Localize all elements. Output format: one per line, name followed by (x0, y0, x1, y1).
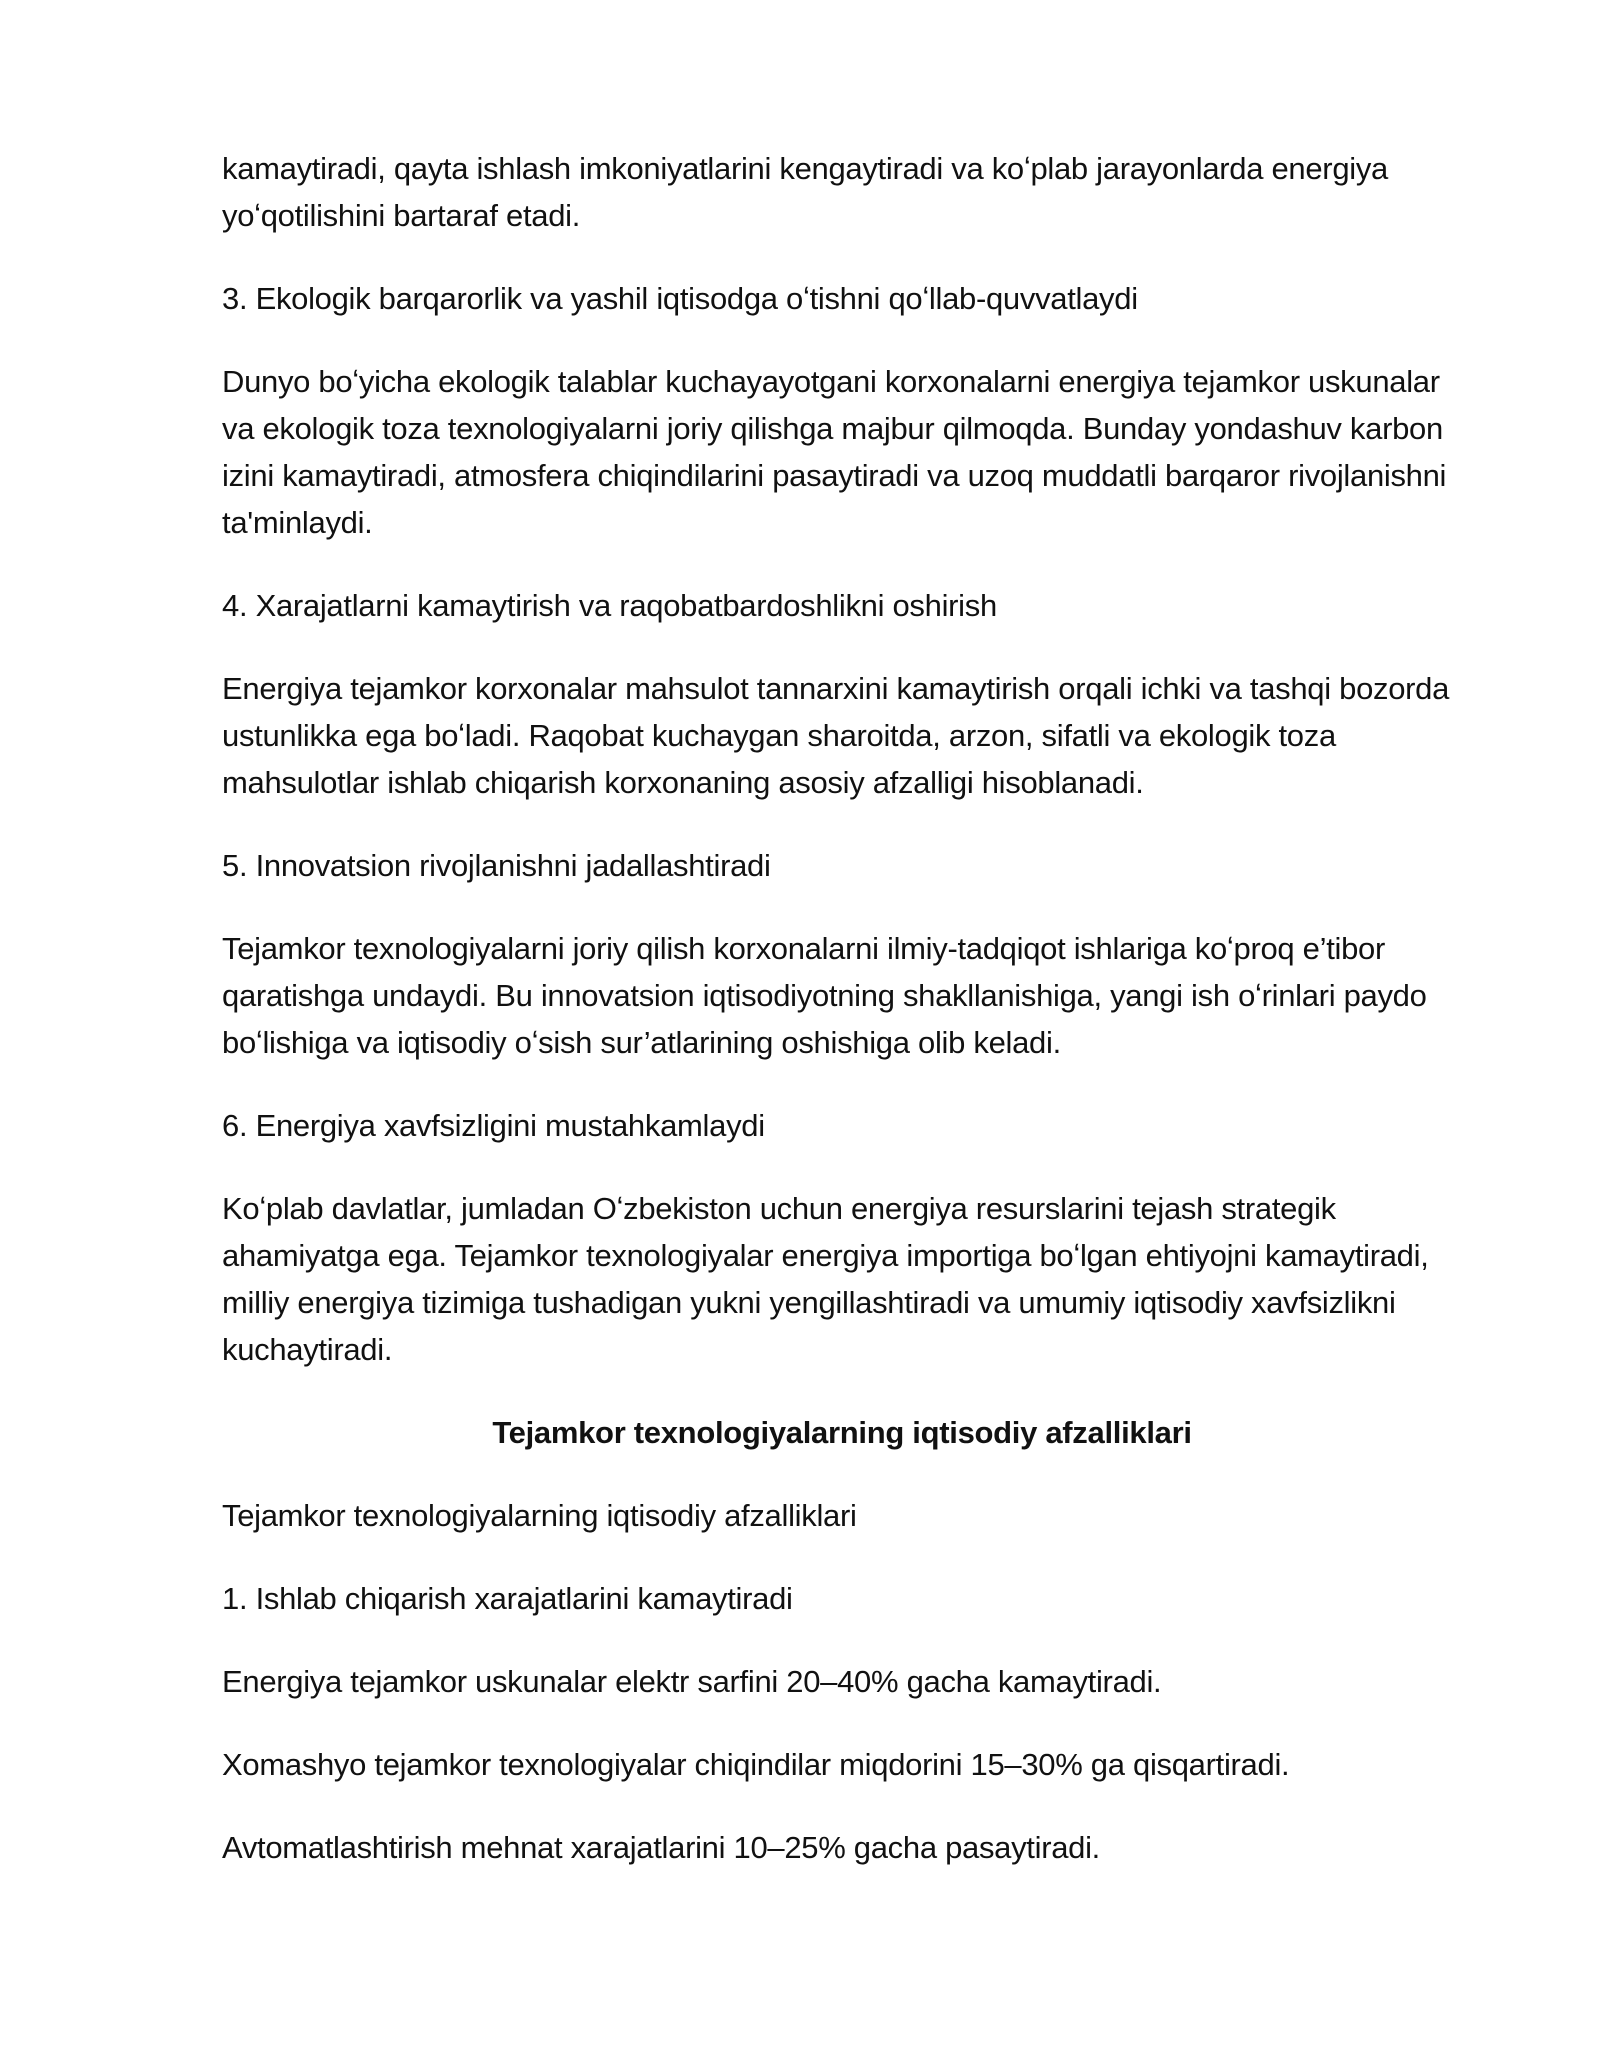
paragraph-automation-savings: Avtomatlashtirish mehnat xarajatlarini 10–25% gacha pasaytiradi. (222, 1830, 1100, 1865)
list-item-heading-4: 4. Xarajatlarni kamaytirish va raqobatbardoshlikni oshirish (222, 588, 997, 623)
list-item-heading-1: 1. Ishlab chiqarish xarajatlarini kamaytiradi (222, 1581, 793, 1616)
paragraph-competitiveness: Energiya tejamkor korxonalar mahsulot tannarxini kamaytirish orqali ichki va tashqi bozorda ustunlikka ega boʻladi. Raqobat kuchaygan sharoitda, arzon, sifatli va ekologik toza mahsulotlar ishlab chiqarish korxonaning asosiy afzalligi hisoblanadi. (222, 671, 1450, 800)
section-title: Tejamkor texnologiyalarning iqtisodiy afzalliklari (492, 1415, 1192, 1450)
paragraph-electricity-savings: Energiya tejamkor uskunalar elektr sarfini 20–40% gacha kamaytiradi. (222, 1664, 1162, 1699)
paragraph-energy-security: Koʻplab davlatlar, jumladan Oʻzbekiston uchun energiya resurslarini tejash strategik ahamiyatga ega. Tejamkor texnologiyalar energiya importiga boʻlgan ehtiyojni kamaytiradi, milliy energiya tizimiga tushadigan yukni yengillashtiradi va umumiy iqtisodiy xavfsizlikni kuchaytiradi. (222, 1191, 1429, 1367)
list-item-heading-5: 5. Innovatsion rivojlanishni jadallashtiradi (222, 848, 771, 883)
list-item-heading-3: 3. Ekologik barqarorlik va yashil iqtisodga oʻtishni qoʻllab-quvvatlaydi (222, 281, 1138, 316)
list-item-heading-6: 6. Energiya xavfsizligini mustahkamlaydi (222, 1108, 765, 1143)
document-body (222, 145, 1462, 1907)
paragraph-raw-material-savings: Xomashyo tejamkor texnologiyalar chiqindilar miqdorini 15–30% ga qisqartiradi. (222, 1747, 1290, 1782)
paragraph-continuation: kamaytiradi, qayta ishlash imkoniyatlarini kengaytiradi va koʻplab jarayonlarda energiya yoʻqotilishini bartaraf etadi. (222, 151, 1388, 233)
section-subtitle: Tejamkor texnologiyalarning iqtisodiy afzalliklari (222, 1498, 857, 1533)
paragraph-ecology: Dunyo boʻyicha ekologik talablar kuchayayotgani korxonalarni energiya tejamkor uskunalar va ekologik toza texnologiyalarni joriy qilishga majbur qilmoqda. Bunday yondashuv karbon izini kamaytiradi, atmosfera chiqindilarini pasaytiradi va uzoq muddatli barqaror rivojlanishni ta'minlaydi. (222, 364, 1447, 540)
paragraph-innovation: Tejamkor texnologiyalarni joriy qilish korxonalarni ilmiy-tadqiqot ishlariga koʻproq e’tibor qaratishga undaydi. Bu innovatsion iqtisodiyotning shakllanishiga, yangi ish oʻrinlari paydo boʻlishiga va iqtisodiy oʻsish sur’atlarining oshishiga olib keladi. (222, 931, 1427, 1060)
